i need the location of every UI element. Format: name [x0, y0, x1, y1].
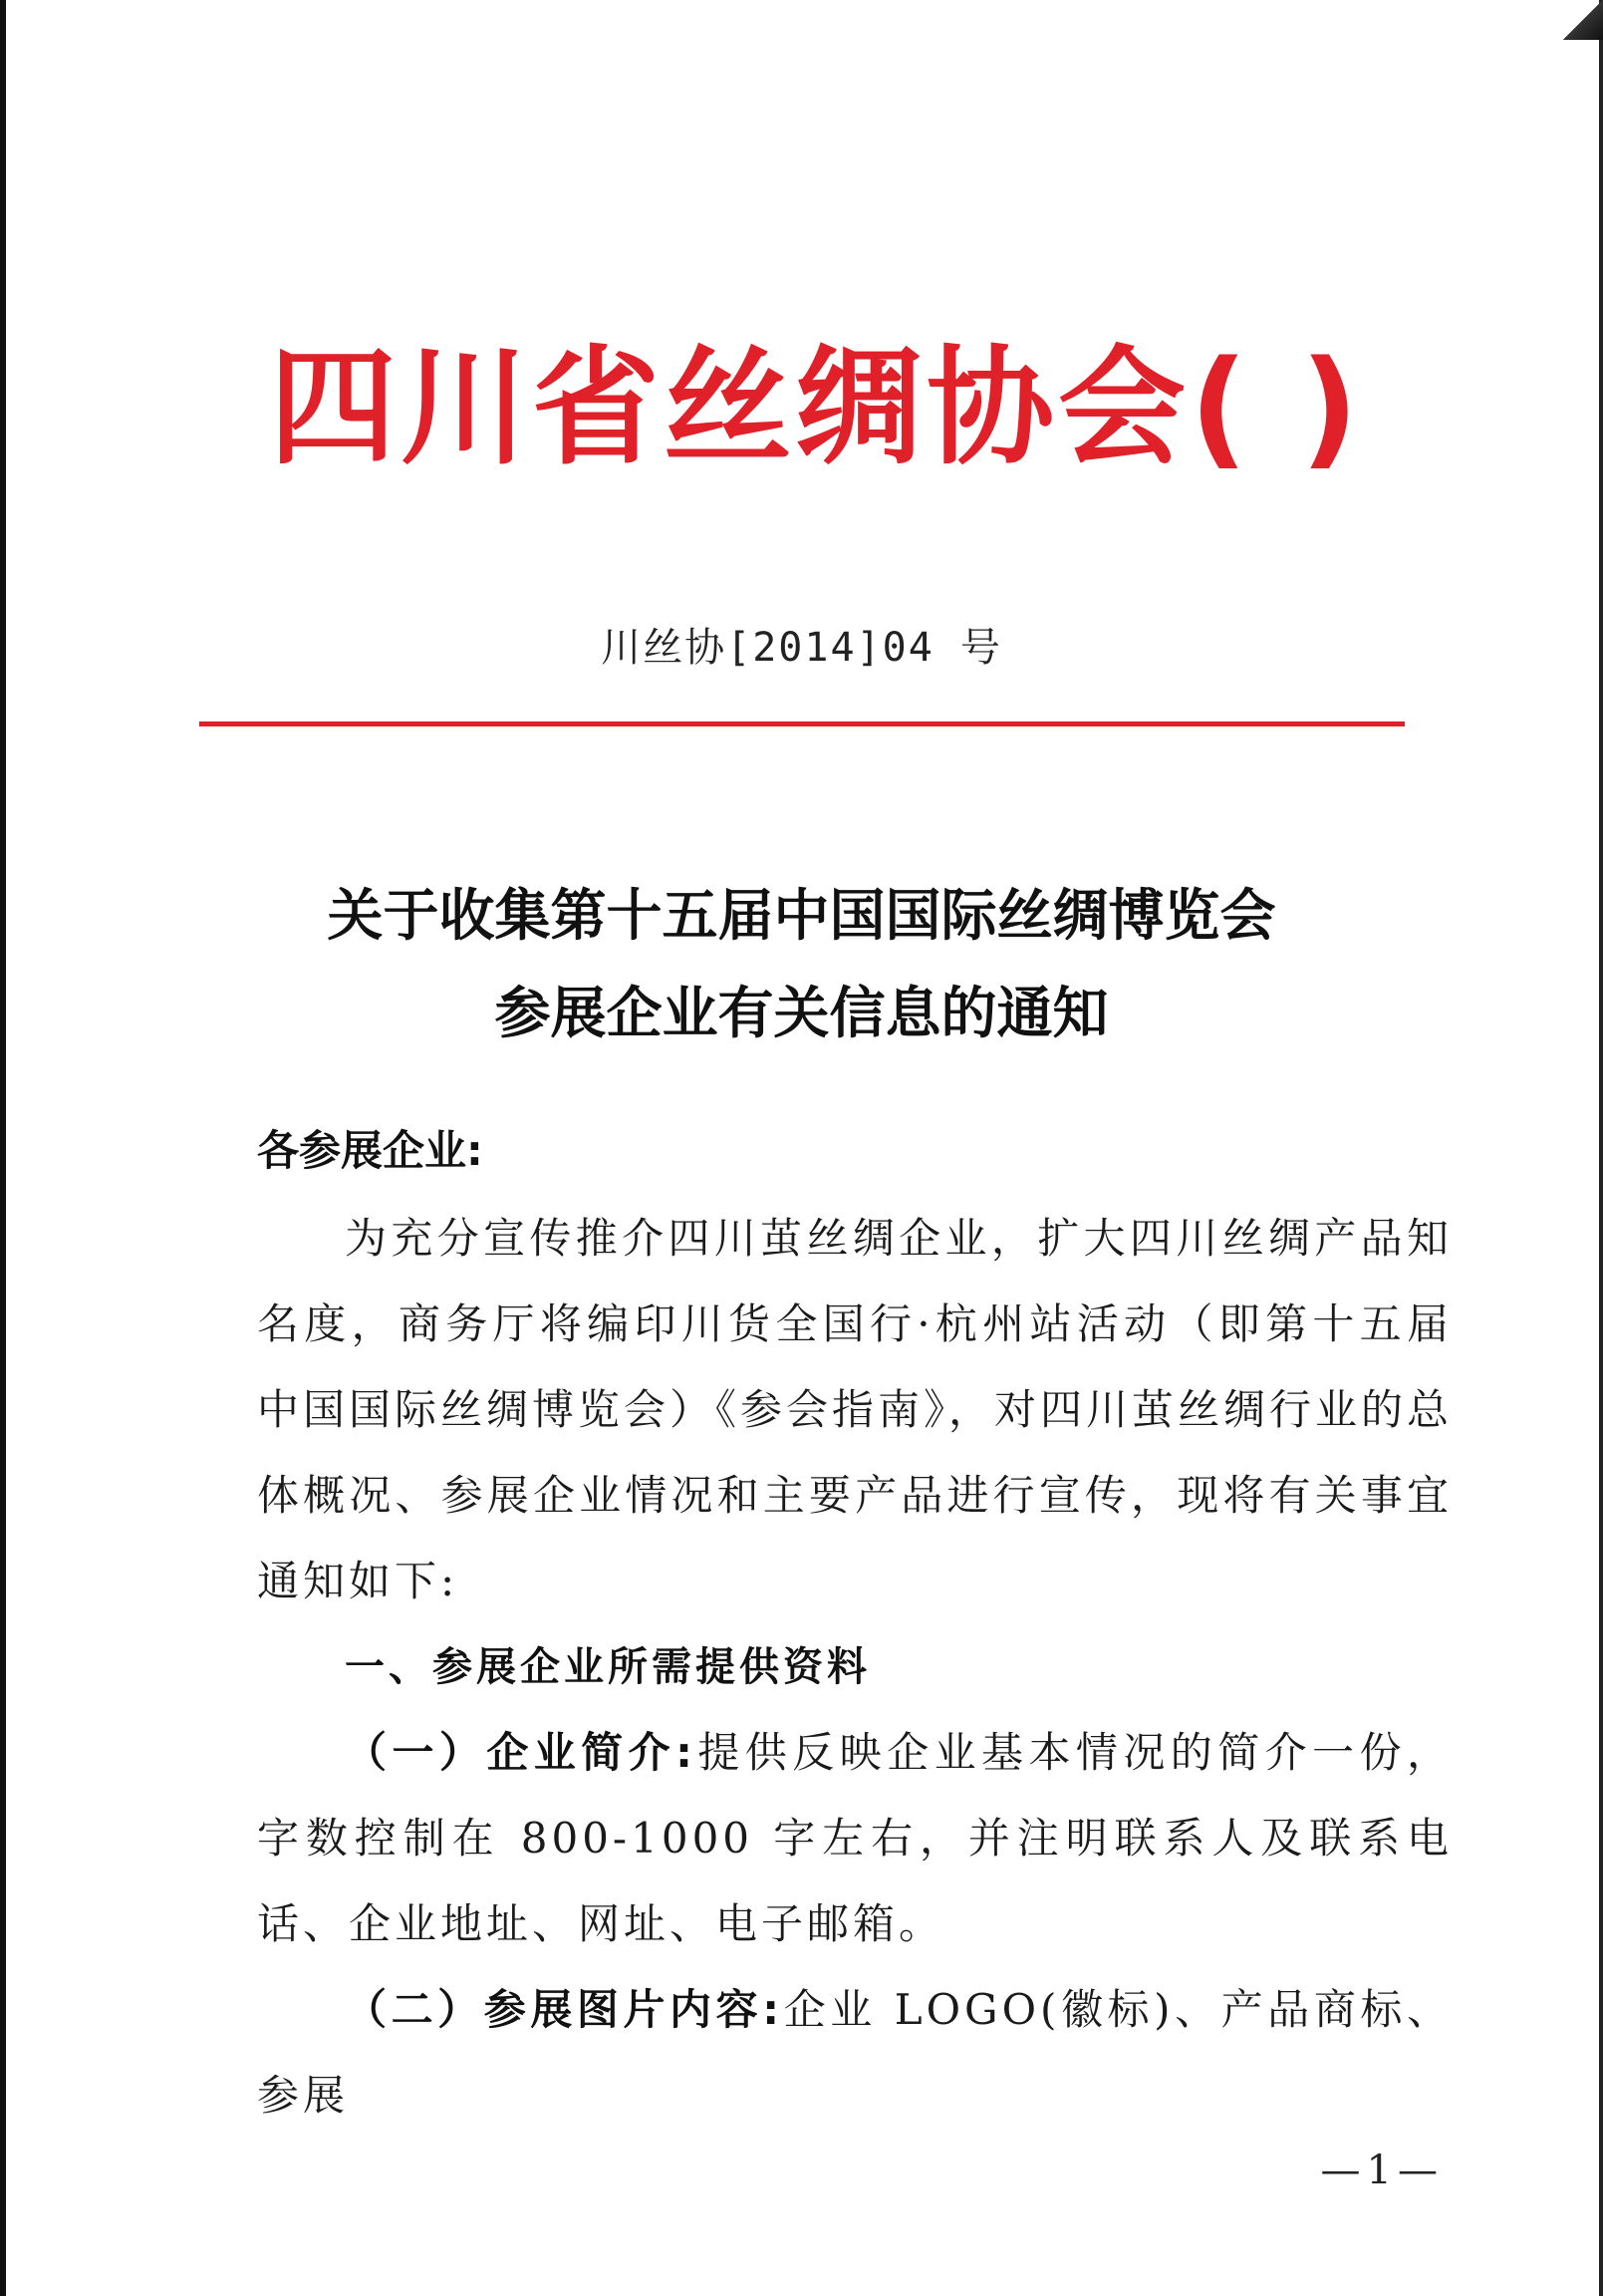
intro-paragraph: 为充分宣传推介四川茧丝绸企业，扩大四川丝绸产品知名度，商务厅将编印川货全国行·杭州站活动（即第十五届中国国际丝绸博览会）《参会指南》，对四川茧丝绸行业的总体概况、参展企业情况和主要产品进行宣传，现将有关事宜通知如下: — [257, 1214, 1454, 1605]
item-2-paragraph — [257, 1967, 1453, 2139]
item-2-text: 企业 LOGO(徽标)、产品商标、参展 — [257, 1985, 1454, 2120]
scan-corner — [1563, 0, 1603, 40]
salutation: 各参展企业: — [257, 1126, 483, 1175]
item-2-label: （二）参展图片内容: — [345, 1985, 784, 2034]
scan-edge-left — [0, 0, 6, 2296]
document-body — [257, 1196, 1453, 2139]
item-1-paragraph — [257, 1710, 1453, 1967]
page-number: —1— — [1320, 2148, 1444, 2193]
item-1-label: （一）企业简介: — [345, 1728, 696, 1777]
section-heading-1: 一、参展企业所需提供资料 — [345, 1644, 871, 1690]
red-divider-rule — [199, 721, 1405, 726]
title-line-2: 参展企业有关信息的通知 — [494, 981, 1109, 1046]
item-1-text: 提供反映企业基本情况的简介一份，字数控制在 800-1000 字左右，并注明联系人及联系电话、企业地址、网址、电子邮箱。 — [257, 1728, 1453, 1948]
document-title — [0, 867, 1603, 1062]
document-number: 川丝协[2014]04 号 — [601, 625, 1002, 671]
organization-header: 四川省丝绸协会( ) — [269, 334, 1363, 482]
scan-edge-right — [1599, 0, 1603, 2296]
title-line-1: 关于收集第十五届中国国际丝绸博览会 — [327, 883, 1276, 949]
